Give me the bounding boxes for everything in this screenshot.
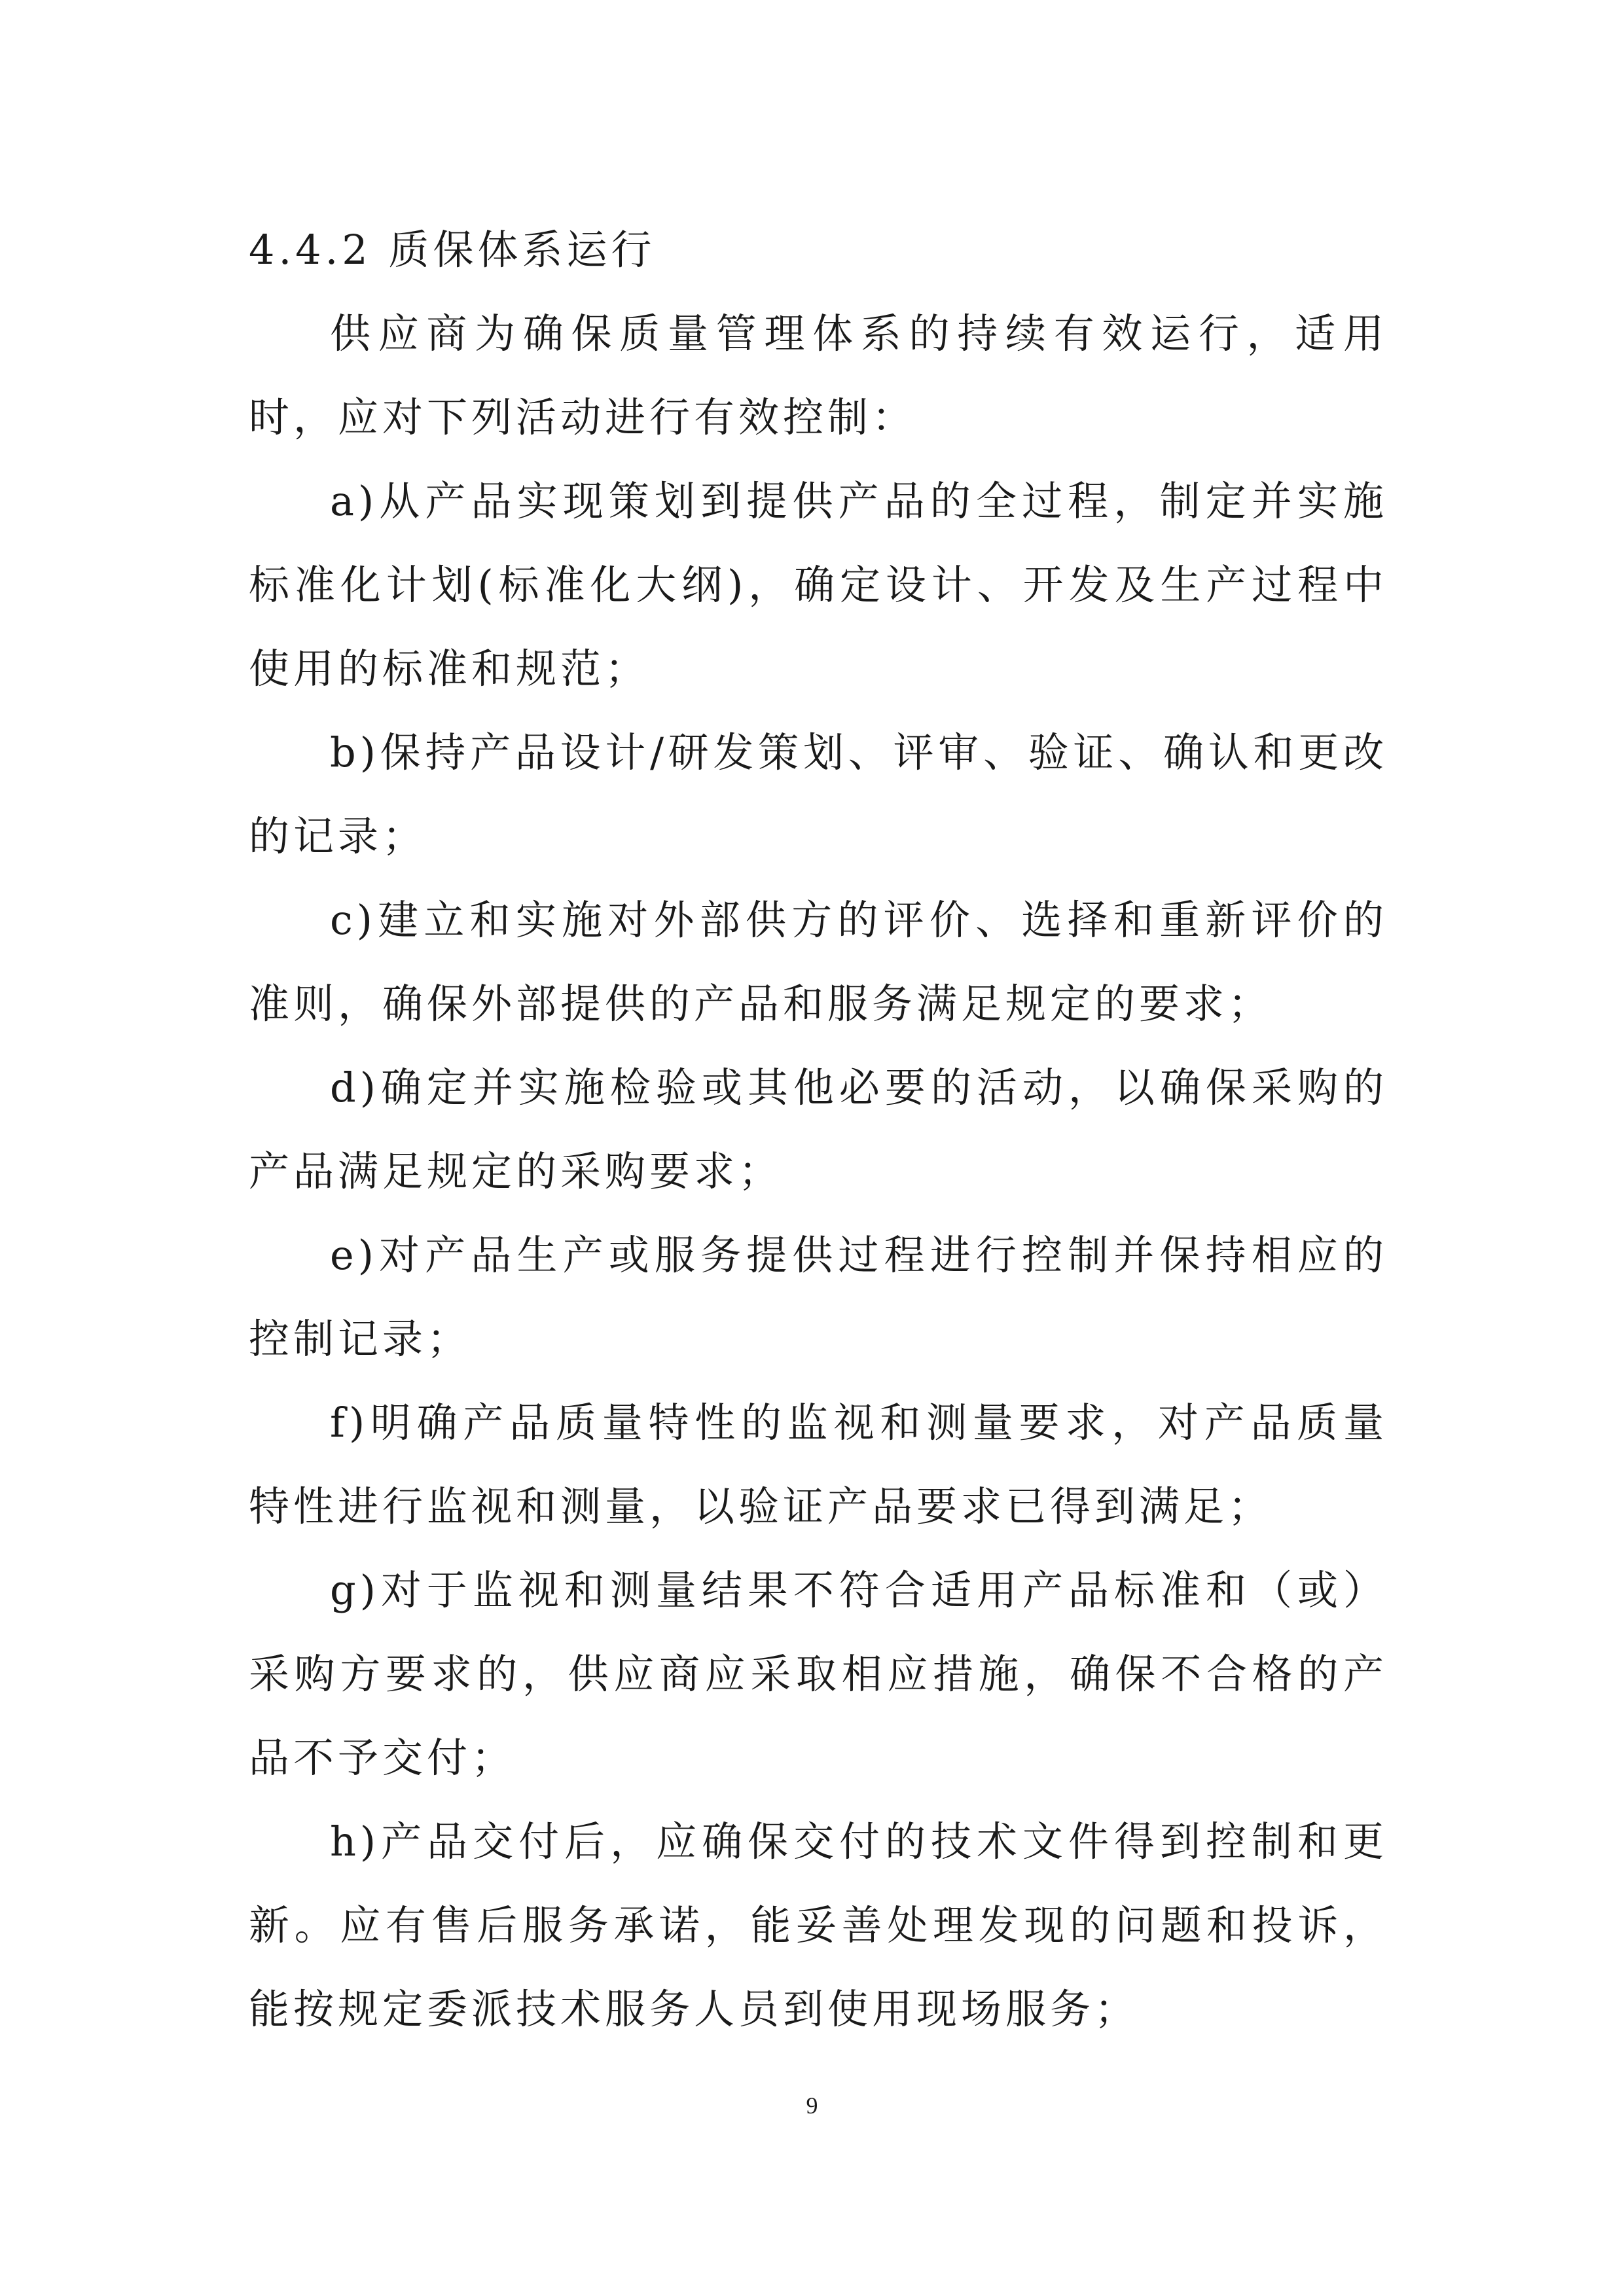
list-item-h: h)产品交付后，应确保交付的技术文件得到控制和更新。应有售后服务承诺，能妥善处理发现的问题和投诉，能按规定委派技术服务人员到使用现场服务； xyxy=(249,1818,1388,2033)
list-item-c: c)建立和实施对外部供方的评价、选择和重新评价的准则，确保外部提供的产品和服务满足规定的要求； xyxy=(249,896,1388,1028)
page-number: 9 xyxy=(806,2092,818,2119)
list-item-b: b)保持产品设计/研发策划、评审、验证、确认和更改的记录； xyxy=(249,728,1388,860)
list-item-e: e)对产品生产或服务提供过程进行控制并保持相应的控制记录； xyxy=(249,1231,1388,1363)
document-body xyxy=(249,208,1388,2051)
list-item-a: a)从产品实现策划到提供产品的全过程，制定并实施标准化计划(标准化大纲)，确定设计、开发及生产过程中使用的标准和规范； xyxy=(249,477,1388,692)
section-heading: 4.4.2 质保体系运行 xyxy=(249,226,656,274)
intro-paragraph: 供应商为确保质量管理体系的持续有效运行，适用时，应对下列活动进行有效控制： xyxy=(249,310,1388,441)
list-item-g: g)对于监视和测量结果不符合适用产品标准和（或）采购方要求的，供应商应采取相应措施，确保不合格的产品不予交付； xyxy=(249,1566,1388,1782)
list-item-f: f)明确产品质量特性的监视和测量要求，对产品质量特性进行监视和测量，以验证产品要求已得到满足； xyxy=(249,1399,1388,1530)
list-item-d: d)确定并实施检验或其他必要的活动，以确保采购的产品满足规定的采购要求； xyxy=(249,1064,1388,1195)
